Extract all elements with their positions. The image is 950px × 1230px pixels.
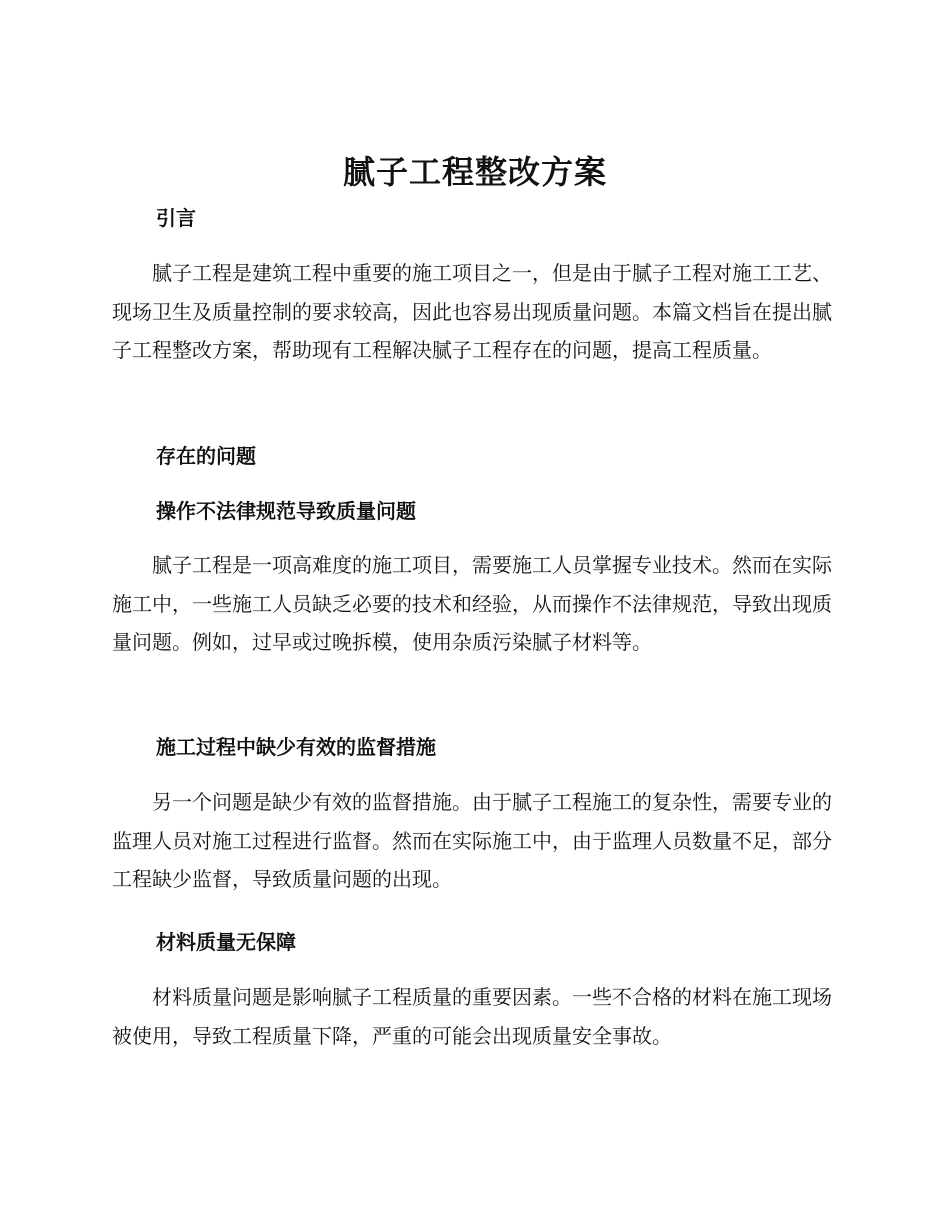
section-heading-introduction: 引言 [156,206,196,230]
document-title: 腻子工程整改方案 [342,153,607,191]
section-paragraph-introduction: 腻子工程是建筑工程中重要的施工项目之一，但是由于腻子工程对施工工艺、现场卫生及质量控制的要求较高，因此也容易出现质量问题。本篇文档旨在提出腻子工程整改方案，帮助现有工程解决腻子工程存在的问题，提高工程质量。 [112,261,832,362]
section-heading-lack-of-supervision: 施工过程中缺少有效的监督措施 [156,735,436,759]
section-paragraph-lack-of-supervision: 另一个问题是缺少有效的监督措施。由于腻子工程施工的复杂性，需要专业的监理人员对施工过程进行监督。然而在实际施工中，由于监理人员数量不足，部分工程缺少监督，导致质量问题的出现。 [112,790,832,891]
section-heading-nonstandard-operation: 操作不法律规范导致质量问题 [156,499,416,523]
section-paragraph-nonstandard-operation: 腻子工程是一项高难度的施工项目，需要施工人员掌握专业技术。然而在实际施工中，一些施工人员缺乏必要的技术和经验，从而操作不法律规范，导致出现质量问题。例如，过早或过晚拆模，使用杂质污染腻子材料等。 [112,553,832,654]
section-heading-existing-problems: 存在的问题 [156,444,256,468]
section-heading-material-quality: 材料质量无保障 [156,930,296,954]
section-paragraph-material-quality: 材料质量问题是影响腻子工程质量的重要因素。一些不合格的材料在施工现场被使用，导致工程质量下降，严重的可能会出现质量安全事故。 [112,985,832,1048]
